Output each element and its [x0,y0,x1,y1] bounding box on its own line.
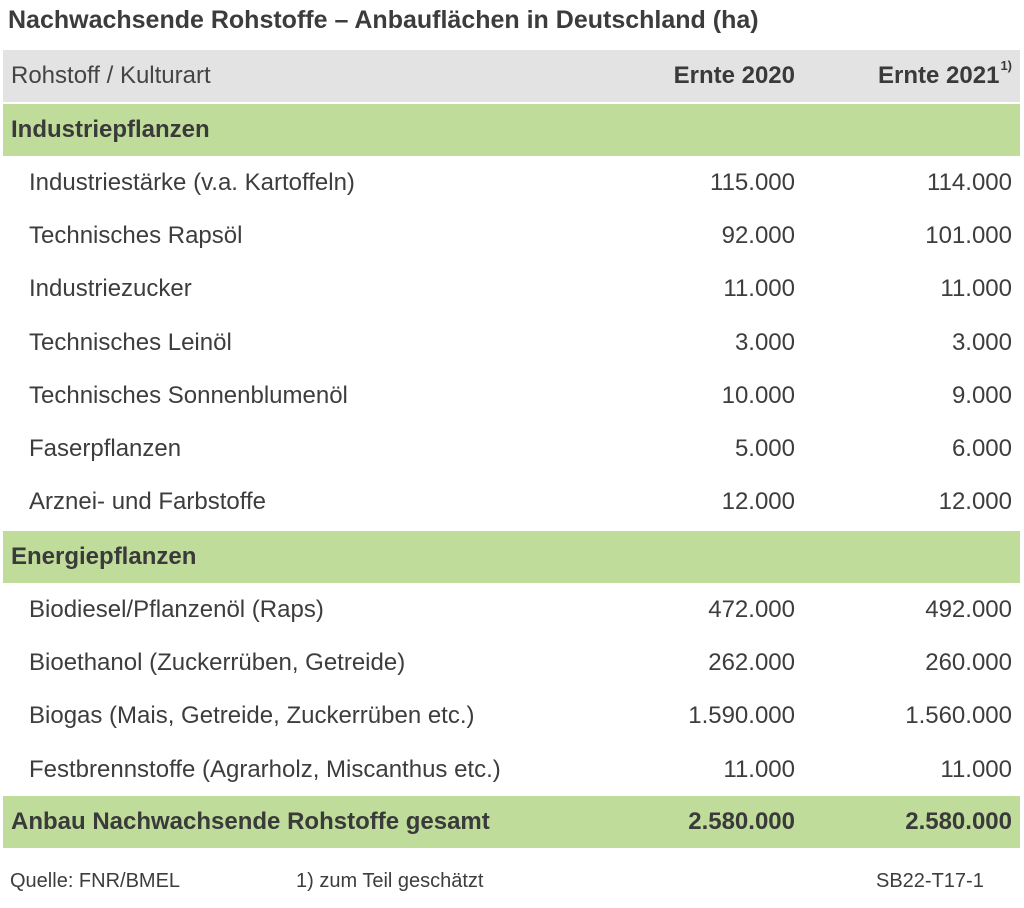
value-2020: 92.000 [721,221,795,249]
value-2020: 5.000 [734,435,795,463]
value-2020: 115.000 [710,168,795,196]
value-2021: 9.000 [951,381,1012,409]
table-header [3,50,1020,102]
row-label: Festbrennstoffe (Agrarholz, Miscanthus etc.) [29,755,501,783]
value-2020: 3.000 [734,328,795,356]
value-2021: 101.000 [925,221,1012,249]
row-label: Biogas (Mais, Getreide, Zuckerrüben etc.) [29,702,475,730]
value-2021: 114.000 [927,168,1012,196]
section-header-industriepflanzen [3,102,1020,156]
total-value-2021: 2.580.000 [905,808,1012,836]
table-title: Nachwachsende Rohstoffe – Anbauflächen in Deutschland (ha) [8,6,759,34]
row-label: Technisches Rapsöl [29,221,243,249]
table-row [3,156,1020,209]
value-2020: 10.000 [721,381,795,409]
value-2020: 1.590.000 [688,702,795,730]
value-2021: 492.000 [925,595,1012,623]
section-label: Industriepflanzen [11,116,210,143]
value-2020: 262.000 [708,649,795,677]
table-row [3,316,1020,369]
table-row [3,583,1020,636]
row-label: Industriestärke (v.a. Kartoffeln) [29,168,355,196]
total-value-2020: 2.580.000 [688,808,795,836]
table-row [3,422,1020,475]
value-2020: 12.000 [721,488,795,516]
row-label: Arznei- und Farbstoffe [29,488,267,516]
data-table [3,50,1020,848]
header-col-2020: Ernte 2020 [673,62,795,89]
value-2020: 472.000 [708,595,795,623]
value-2021: 12.000 [938,488,1012,516]
table-row [3,690,1020,743]
row-label: Industriezucker [29,275,192,303]
value-2020: 11.000 [723,755,795,783]
source-note: Quelle: FNR/BMEL [10,870,181,892]
footnote-text: 1) zum Teil geschätzt [296,870,484,892]
table-row [3,636,1020,689]
header-col-label: Rohstoff / Kulturart [11,62,211,89]
table-row [3,476,1020,529]
header-col-2021 [852,58,1012,90]
table-code: SB22-T17-1 [876,870,984,892]
table-row [3,743,1020,796]
total-row [3,796,1020,848]
table-row [3,263,1020,316]
value-2021: 11.000 [940,755,1012,783]
row-label: Technisches Sonnenblumenöl [29,381,348,409]
value-2021: 1.560.000 [905,702,1012,730]
value-2021: 11.000 [940,275,1012,303]
value-2021: 3.000 [951,328,1012,356]
value-2021: 260.000 [925,649,1012,677]
table-row [3,369,1020,422]
row-label: Faserpflanzen [29,435,182,463]
value-2020: 11.000 [723,275,795,303]
value-2021: 6.000 [951,435,1012,463]
footnote-marker: 1) [1000,58,1012,73]
total-label: Anbau Nachwachsende Rohstoffe gesamt [11,808,490,836]
row-label: Bioethanol (Zuckerrüben, Getreide) [29,649,406,677]
row-label: Technisches Leinöl [29,328,232,356]
row-label: Biodiesel/Pflanzenöl (Raps) [29,595,324,623]
section-header-energiepflanzen [3,529,1020,583]
header-col-2021-text: Ernte 2021 [878,62,1000,89]
section-label: Energiepflanzen [11,543,197,571]
table-row [3,209,1020,262]
